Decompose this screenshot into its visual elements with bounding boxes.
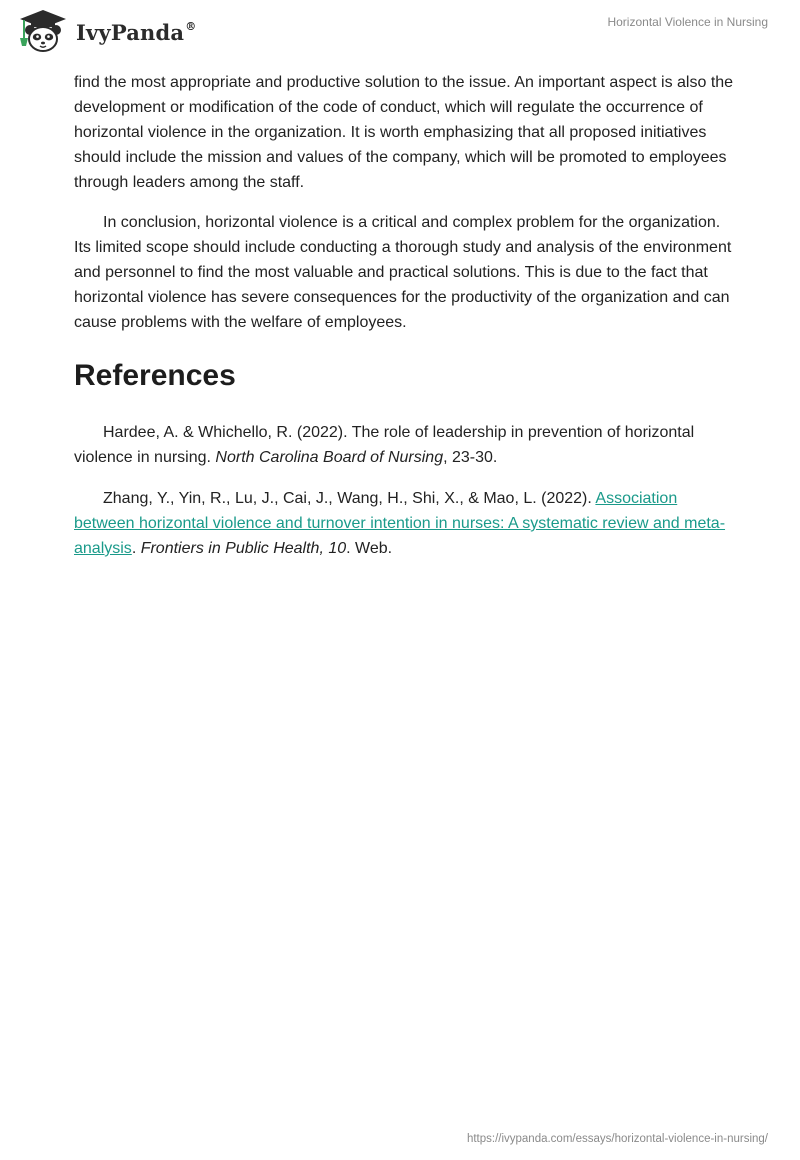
panda-graduate-icon [14, 8, 72, 54]
registered-mark: ® [185, 19, 197, 33]
brand-logo[interactable] [14, 8, 196, 54]
brand-name: IvyPanda® [76, 19, 197, 45]
reference-2-link[interactable]: Association between horizontal violence and turnover intention in nurses: A systematic review and meta-analysis [74, 490, 726, 557]
reference-1-tail: , 23-30. [443, 449, 498, 466]
reference-item-1 [74, 420, 734, 470]
reference-2-source: Frontiers in Public Health, 10 [140, 540, 347, 557]
document-body [74, 70, 734, 561]
reference-2-tail: . Web. [346, 540, 393, 557]
footer-url: https://ivypanda.com/essays/horizontal-violence-in-nursing/ [466, 1133, 768, 1145]
body-paragraph-1: find the most appropriate and productive solution to the issue. An important aspect is also the development or modification of the code of conduct, which will regulate the occurrence of horizontal violence in the organization. It is worth emphasizing that all proposed initiatives should include the mission and values of the company, which will be promoted to employees through leaders among the staff. [74, 74, 734, 191]
reference-1-source: North Carolina Board of Nursing [215, 449, 444, 466]
running-title: Horizontal Violence in Nursing [607, 15, 768, 29]
reference-2-authors: Zhang, Y., Yin, R., Lu, J., Cai, J., Wang, H., Shi, X., & Mao, L. (2022). [103, 490, 596, 507]
page-header [0, 0, 800, 62]
reference-1-authors: Hardee, A. & Whichello, R. (2022). The role of leadership in prevention of horizontal violence in nursing. [74, 424, 695, 466]
body-paragraph-2: In conclusion, horizontal violence is a critical and complex problem for the organization. Its limited scope should include conducting a thorough study and analysis of the environment and personnel to find the most valuable and practical solutions. This is due to the fact that horizontal violence has severe consequences for the productivity of the organization and can cause problems with the welfare of employees. [74, 214, 732, 331]
reference-item-2 [74, 486, 734, 561]
references-heading: References [74, 359, 236, 392]
reference-2-after-link: . [131, 540, 141, 557]
